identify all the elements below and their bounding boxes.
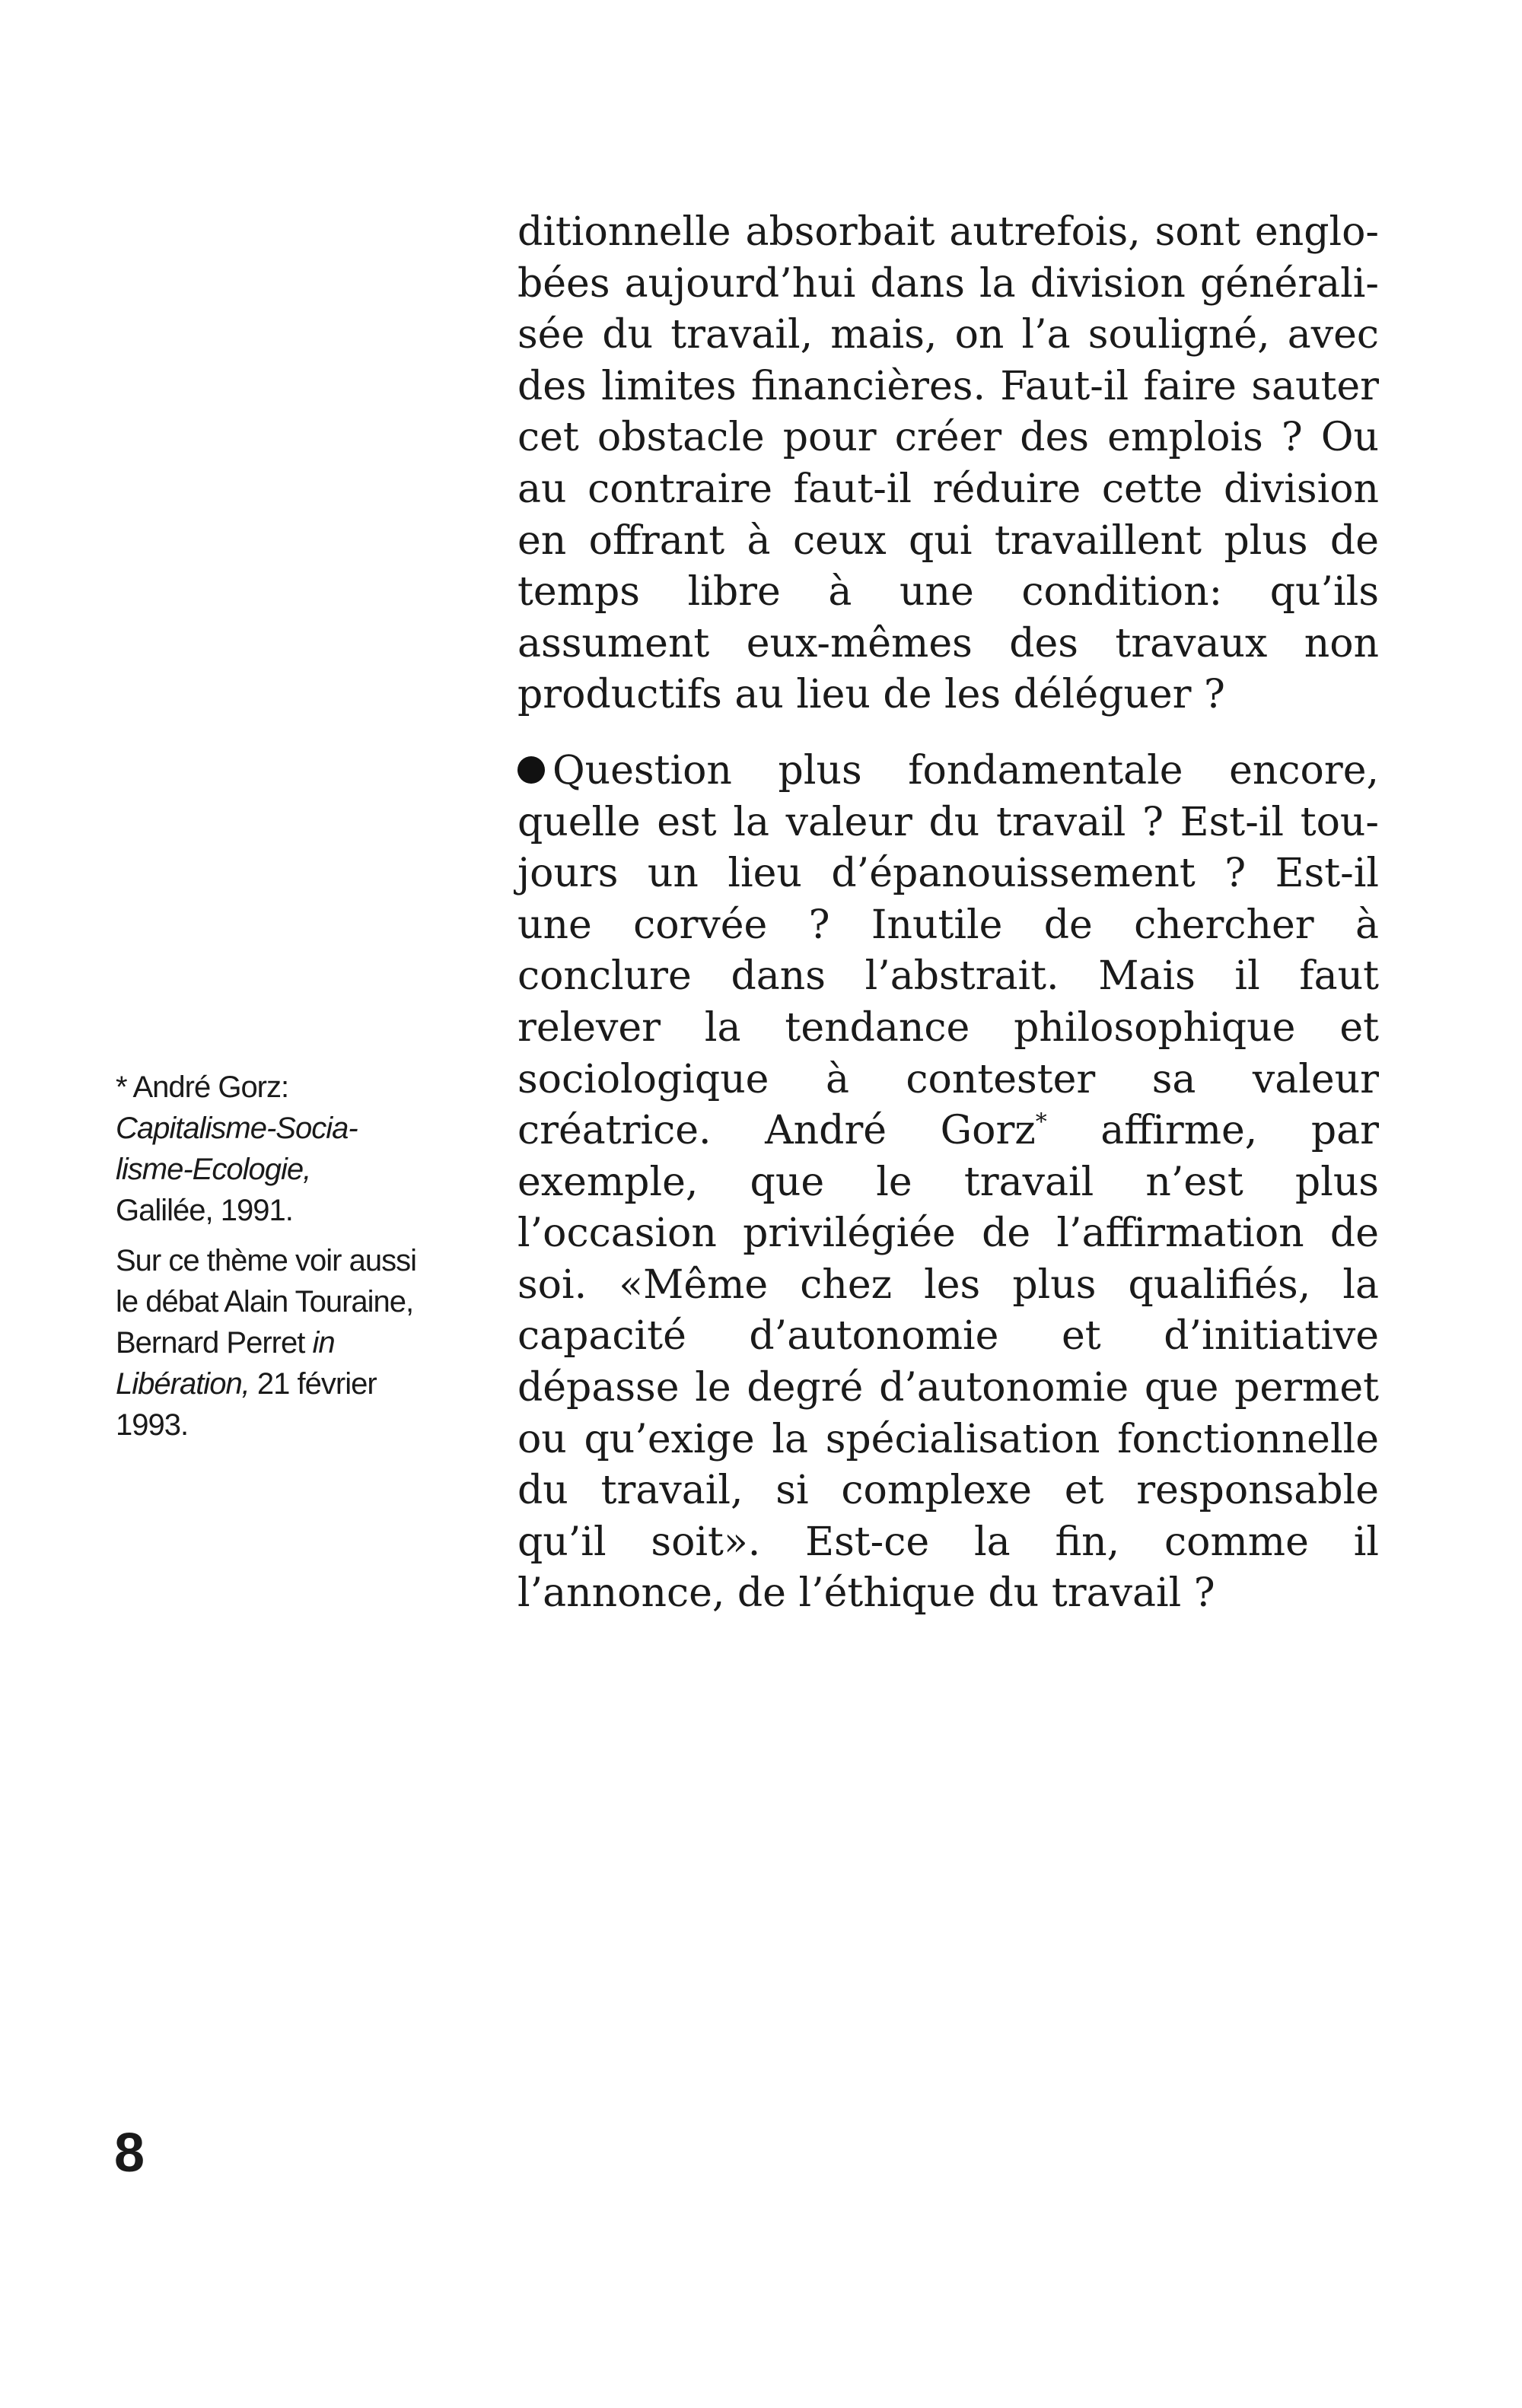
main-text-column bbox=[517, 207, 1379, 1620]
note-1-book-title: Capitalisme-Socialisme-Ecologie, bbox=[116, 1112, 358, 1186]
paragraph-2-text-after-ref: affirme, par exemple, que le travail n’est plus l’occasion privilégiée de l’affirmation de soi. «Même chez les plus qualifiés, la capacité d’autonomie et d’initiative dépasse le degré d’autonomie que permet ou qu’exige la spécialisation fonctionnelle du travail, si complexe et responsable qu’il soit». Est-ce la fin, comme il l’annonce, de l’éthique du travail ? bbox=[517, 1108, 1379, 1617]
note-2-end: 21 février 1993. bbox=[116, 1367, 377, 1442]
note-1-publisher: Galilée, 1991. bbox=[116, 1194, 293, 1227]
margin-note-debat bbox=[116, 1240, 420, 1446]
margin-note-gorz bbox=[116, 1067, 420, 1231]
note-2-start: Sur ce thème voir aussi le débat Alain Touraine, Bernard Perret bbox=[116, 1244, 416, 1360]
margin-note bbox=[116, 1067, 420, 1446]
note-2-source: in Libération, bbox=[116, 1326, 335, 1401]
paragraph-2 bbox=[517, 746, 1379, 1620]
paragraph-2-text-before-ref: Question plus fondamentale encore, quelle est la valeur du travail ? Est-il toujours un lieu d’épanouissement ? Est-il une corvée ? Inutile de chercher à conclure dans l’abstrait. Mais il faut relever la tendance philosophique et sociologique à contester sa valeur créatrice. André Gorz bbox=[517, 747, 1379, 1154]
bullet-icon bbox=[517, 756, 545, 784]
page-number: 8 bbox=[114, 2123, 145, 2184]
paragraph-1: ditionnelle absorbait autrefois, sont englobées aujourd’hui dans la division généralisée du travail, mais, on l’a souligné, avec des limites financières. Faut-il faire sauter cet obstacle pour créer des emplois ? Ou au contraire faut-il réduire cette division en offrant à ceux qui travaillent plus de temps libre à une condition: qu’ils assument eux-mêmes des travaux non productifs au lieu de les déléguer ? bbox=[517, 209, 1379, 718]
footnote-reference-mark: * bbox=[1035, 1109, 1047, 1136]
note-1-prefix: * André Gorz: bbox=[116, 1070, 289, 1104]
